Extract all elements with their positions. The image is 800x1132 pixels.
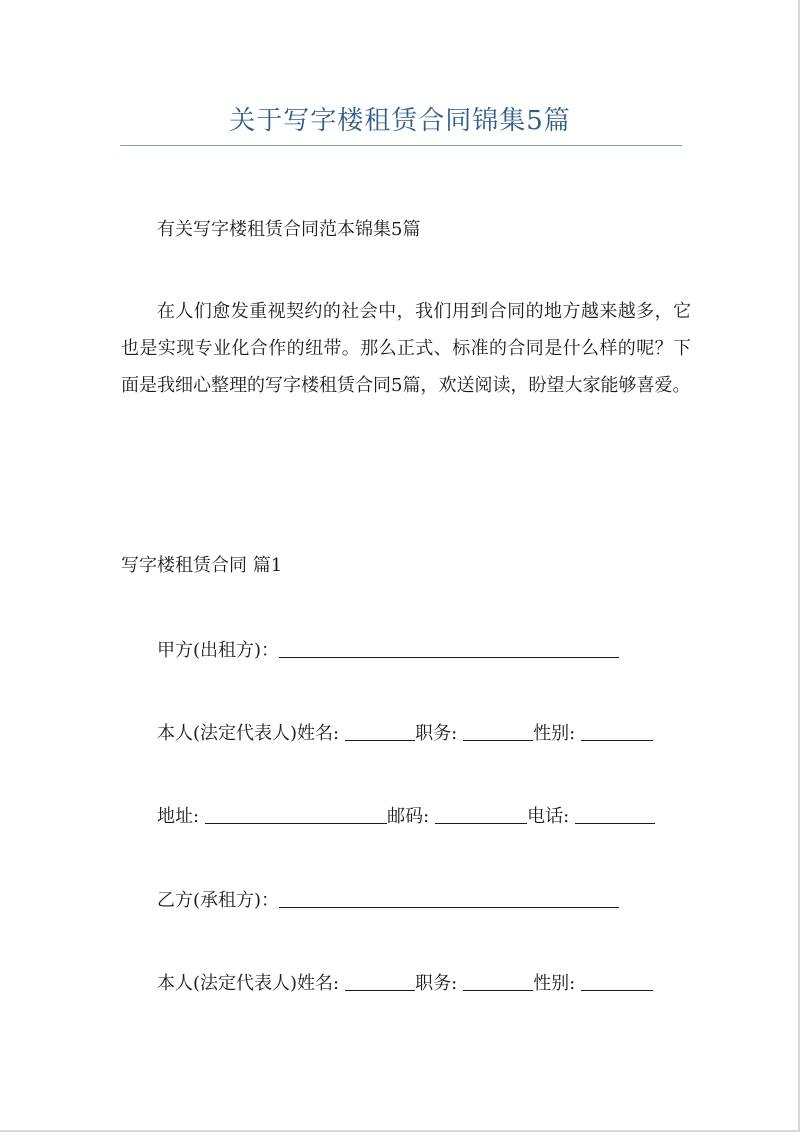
- title-underline: [120, 145, 682, 146]
- party-a-rep-position-blank[interactable]: [463, 724, 533, 741]
- party-b-rep-gender-label: 性别:: [533, 973, 576, 994]
- address-blank[interactable]: [205, 807, 387, 824]
- party-a-rep-gender-label: 性别:: [533, 723, 576, 744]
- document-subtitle: 有关写字楼租赁合同范本锦集5篇: [157, 219, 421, 240]
- intro-paragraph: 在人们愈发重视契约的社会中，我们用到合同的地方越来越多，它也是实现专业化合作的纽带。那么正式、标准的合同是什么样的呢？下面是我细心整理的写字楼租赁合同5篇，欢送阅读，盼望大家能够喜爱。: [121, 301, 691, 396]
- party-a-rep-line: [157, 724, 653, 743]
- party-b-rep-line: [157, 974, 653, 993]
- postcode-blank[interactable]: [435, 807, 527, 824]
- party-b-rep-position-label: 职务:: [415, 973, 458, 994]
- address-label: 地址:: [157, 806, 200, 827]
- party-b-rep-name-blank[interactable]: [345, 974, 415, 991]
- party-a-rep-position-label: 职务:: [415, 723, 458, 744]
- party-a-rep-name-label: 本人(法定代表人)姓名:: [157, 723, 340, 744]
- party-b-rep-gender-blank[interactable]: [581, 974, 653, 991]
- section-heading: 写字楼租赁合同 篇1: [121, 555, 283, 576]
- party-b-rep-position-blank[interactable]: [463, 974, 533, 991]
- party-a-rep-name-blank[interactable]: [345, 724, 415, 741]
- document-title: 关于写字楼租赁合同锦集5篇: [229, 106, 571, 136]
- party-a-line: [157, 641, 619, 660]
- party-b-blank[interactable]: [279, 891, 619, 908]
- party-a-blank[interactable]: [279, 641, 619, 658]
- phone-blank[interactable]: [575, 807, 655, 824]
- party-b-line: [157, 891, 619, 910]
- postcode-label: 邮码:: [387, 806, 430, 827]
- party-a-rep-gender-blank[interactable]: [581, 724, 653, 741]
- party-b-label: 乙方(承租方)：: [157, 890, 280, 911]
- party-b-rep-name-label: 本人(法定代表人)姓名:: [157, 973, 340, 994]
- phone-label: 电话:: [527, 806, 570, 827]
- party-a-contact-line: [157, 807, 655, 826]
- party-a-label: 甲方(出租方)：: [157, 640, 280, 661]
